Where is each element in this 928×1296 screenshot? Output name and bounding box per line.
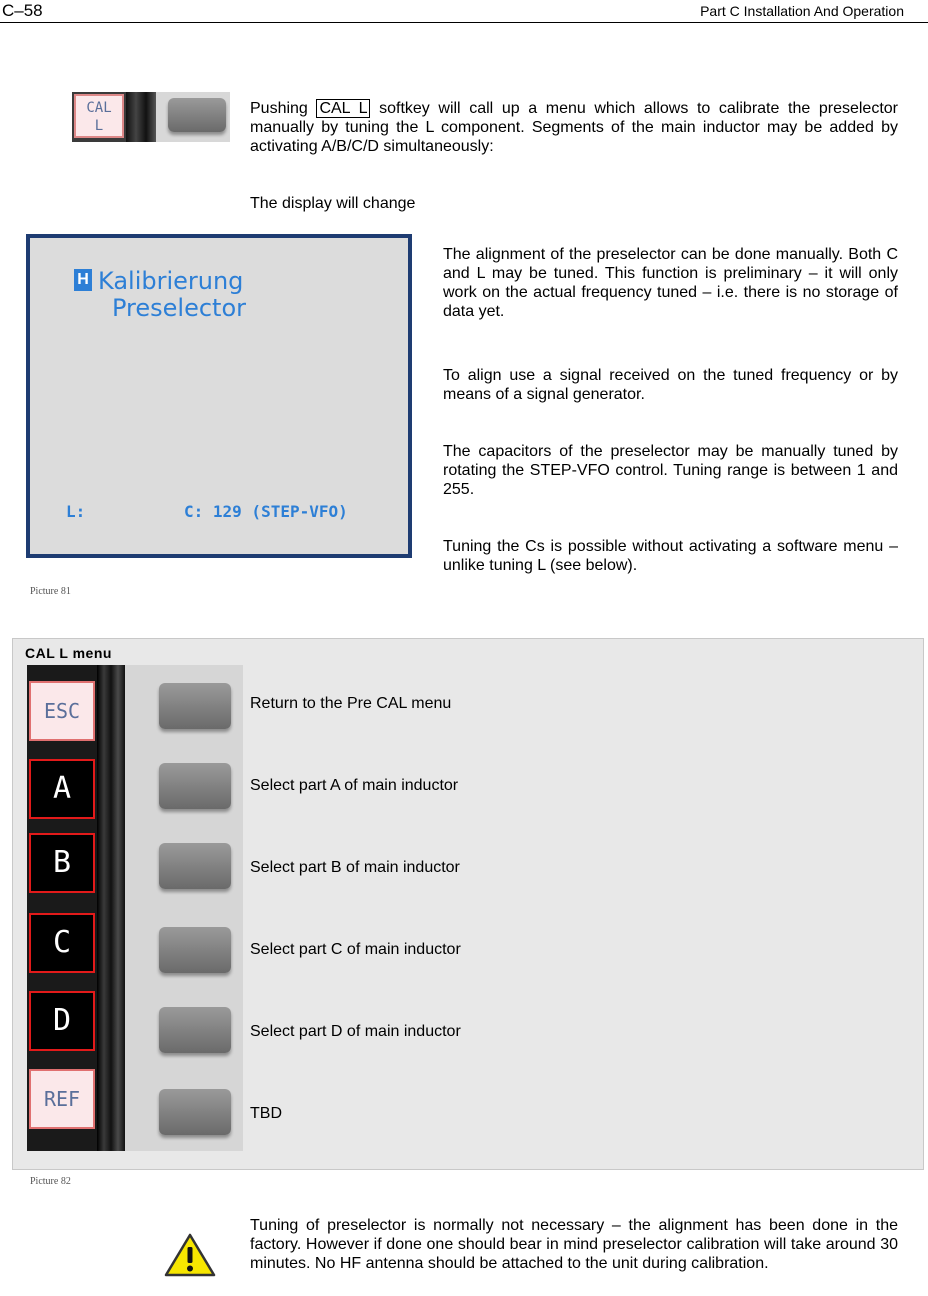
picture-caption-82: Picture 82 — [30, 1176, 71, 1187]
alignment-paragraph: The alignment of the preselector can be done manually. Both C and L may be tuned. This function is preliminary – it will only work on the actual frequency tuned – i.e. there is no storage of data yet. — [443, 246, 898, 320]
menu-desc-a: Select part A of main inductor — [250, 777, 459, 794]
page-header — [0, 0, 928, 23]
intro-paragraph: Pushing CAL L softkey will call up a menu which allows to calibrate the preselector manually by tuning the L component. Segments of the main inductor may be added by activating A/B/C/D simultaneously: — [250, 100, 898, 155]
menu-desc-ref: TBD — [250, 1105, 282, 1122]
softkey-c: C — [29, 913, 95, 973]
softkey-ref: REF — [29, 1069, 95, 1129]
lcd-c-value: C: 129 (STEP-VFO) — [184, 502, 348, 521]
lcd-title-line1: Kalibrierung — [98, 267, 244, 295]
cal-l-softkey-ref: CAL L — [316, 99, 370, 118]
softkey-column-image — [27, 665, 243, 1151]
display-change-text: The display will change — [250, 195, 416, 212]
lcd-title-line2: Preselector — [112, 294, 247, 322]
menu-desc-c: Select part C of main inductor — [250, 941, 461, 958]
cal-l-softkey-label: CAL L — [74, 94, 124, 138]
softkey-esc: ESC — [29, 681, 95, 741]
tuning-cs-paragraph: Tuning the Cs is possible without activating a software menu – unlike tuning L (see below). — [443, 538, 898, 574]
softkey-button-icon — [159, 843, 231, 889]
cal-l-menu-panel — [12, 638, 924, 1170]
picture-caption-81: Picture 81 — [30, 586, 71, 597]
capacitor-paragraph: The capacitors of the preselector may be manually tuned by rotating the STEP-VFO control. Tuning range is between 1 and 255. — [443, 443, 898, 498]
section-title: Part C Installation And Operation — [700, 3, 904, 19]
signal-paragraph: To align use a signal received on the tuned frequency or by means of a signal generator. — [443, 367, 898, 403]
menu-title: CAL L menu — [25, 645, 112, 661]
softkey-b: B — [29, 833, 95, 893]
cal-l-softkey-image — [72, 92, 230, 142]
page-number: C–58 — [2, 1, 43, 20]
warning-paragraph: Tuning of preselector is normally not necessary – the alignment has been done in the factory. However if done one should bear in mind preselector calibration will take around 30 minutes. No HF antenna should be attached to the unit during calibration. — [250, 1217, 898, 1272]
softkey-d: D — [29, 991, 95, 1051]
softkey-a: A — [29, 759, 95, 819]
softkey-button-icon — [168, 98, 226, 132]
softkey-button-icon — [159, 927, 231, 973]
menu-desc-d: Select part D of main inductor — [250, 1023, 461, 1040]
hilberling-logo-icon: H — [74, 269, 92, 291]
lcd-l-value: L: — [66, 502, 86, 521]
softkey-button-icon — [159, 1007, 231, 1053]
menu-desc-b: Select part B of main inductor — [250, 859, 460, 876]
softkey-button-icon — [159, 683, 231, 729]
softkey-button-icon — [159, 1089, 231, 1135]
menu-desc-esc: Return to the Pre CAL menu — [250, 695, 452, 712]
softkey-button-icon — [159, 763, 231, 809]
lcd-screenshot — [26, 234, 412, 558]
warning-icon — [164, 1232, 216, 1278]
